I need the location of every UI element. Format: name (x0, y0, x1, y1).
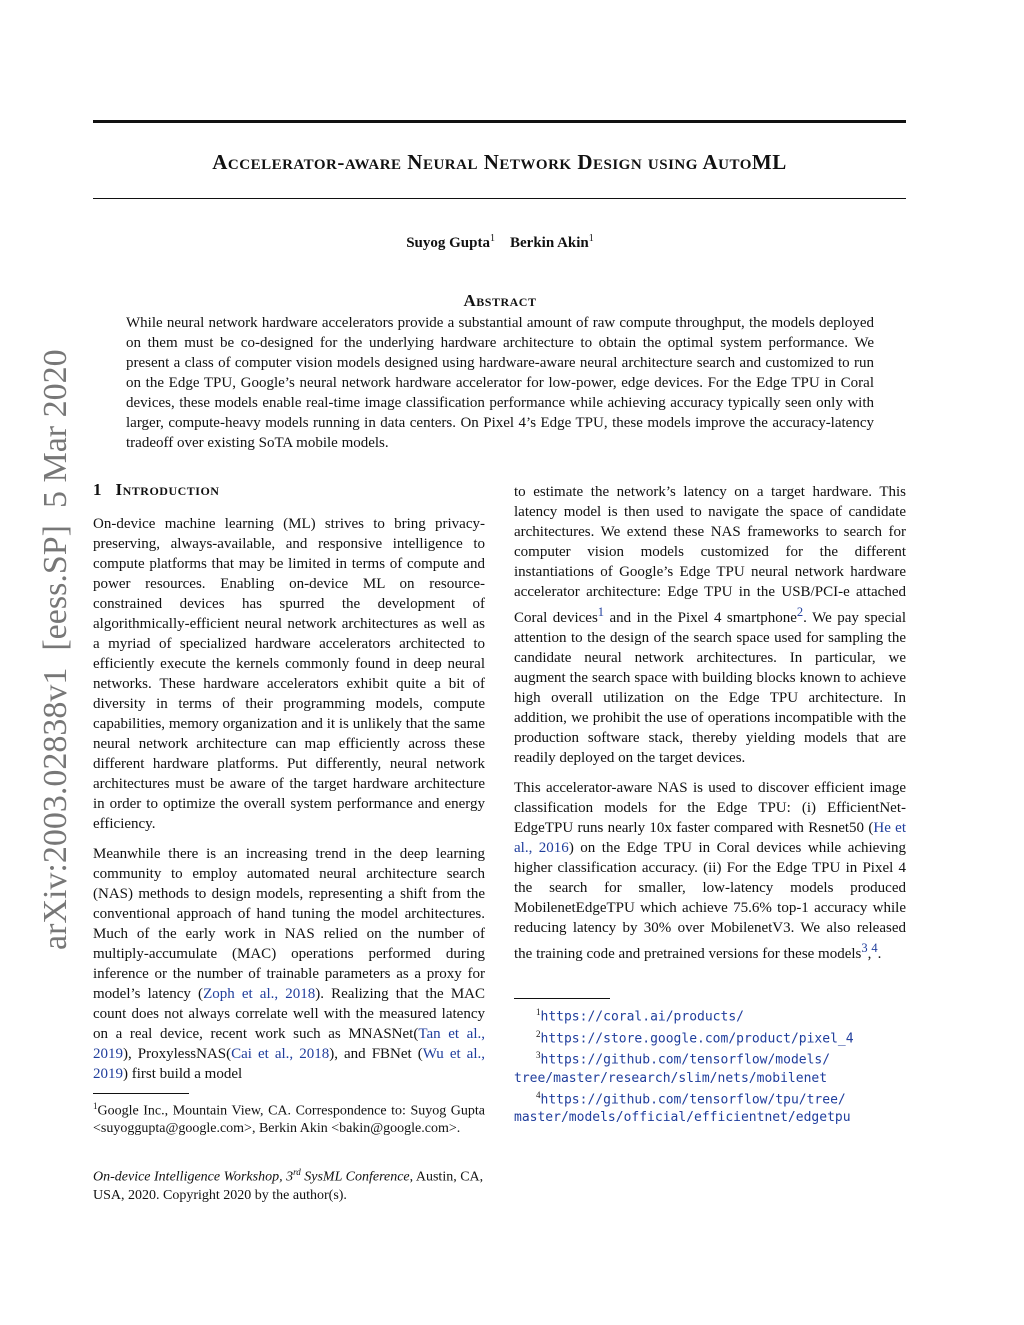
citation-link[interactable]: He et al., 2016 (514, 820, 906, 856)
footnote-item-continued (514, 1108, 914, 1126)
footnote-link[interactable]: 3 (861, 941, 868, 955)
footnote-rule (93, 1093, 189, 1094)
workshop-ordinal: rd (293, 1167, 301, 1177)
author-name: Berkin Akin (510, 235, 589, 251)
citation-link[interactable]: Wu et al., 2019 (93, 1046, 486, 1082)
paragraph-text: ) first build a model (123, 1066, 243, 1082)
author-list (0, 233, 1000, 252)
footnote-url[interactable]: tree/master/research/slim/nets/mobilenet (514, 1070, 828, 1086)
footnote-item-continued (514, 1069, 914, 1087)
intro-paragraph-1: On-device machine learning (ML) strives to bring privacy-preserving, always-available, and responsive intelligence to compute platforms that may be limited in terms of compute and power resources. Enabling on-device ML on resource-constrained devices has spurred the development of algorithmically-efficient neural network architectures as well as a myriad of specialized hardware accelerators architected to efficiently execute the kernels commonly found in deep neural networks. These hardware accelerators exhibit quite a bit of diversity in terms of their programming models, compute capabilities, memory organization and it is unlikely that the same neural network architecture can map efficiently across these different hardware platforms. Put differently, neural network architectures must be aware of the target hardware architecture in order to optimize the overall system performance and energy efficiency. (93, 516, 485, 832)
footnote-url[interactable]: master/models/official/efficientnet/edgetpu (514, 1110, 851, 1125)
footnote-separator: , (867, 946, 872, 962)
url-footnotes (514, 1004, 914, 1126)
footnote-item (514, 1004, 914, 1026)
right-column (514, 482, 906, 974)
affiliation-footnote (93, 1098, 485, 1137)
paragraph-text: Meanwhile there is an increasing trend in the deep learning community to employ automated neural architecture search (NAS) methods to design models, representing a shift from the conventional approach of hand tuning the model architectures. Much of the early work in NAS relied on the number of multiply-accumulate (MAC) operations performed during inference or the number of trainable parameters as a proxy for model’s latency ( (93, 846, 485, 1002)
footnote-number: 4 (536, 1089, 541, 1100)
left-column (93, 514, 485, 1094)
paper-title: Accelerator-aware Neural Network Design using AutoML (212, 150, 787, 174)
footnote-text: Google Inc., Mountain View, CA. Correspondence to: Suyog Gupta <suyoggupta@google.com>, Berkin Akin <bakin@google.com>. (93, 1103, 485, 1136)
footnote-item (514, 1026, 914, 1048)
top-rule (93, 120, 906, 123)
footnote-url[interactable]: https://github.com/tensorflow/models/ (540, 1052, 831, 1068)
author-affil-mark: 1 (588, 233, 594, 244)
arxiv-id: arXiv:2003.02838v1 [eess.SP] 5 Mar 2020 (37, 349, 74, 950)
footnote-link[interactable]: 4 (871, 941, 878, 955)
footnote-number: 3 (536, 1050, 541, 1060)
footnote-item (514, 1087, 914, 1109)
workshop-conference: SysML Conference (300, 1169, 410, 1185)
citation-link[interactable]: Zoph et al., 2018 (203, 986, 316, 1002)
abstract-heading: Abstract (463, 291, 537, 310)
footnote-rule (514, 998, 610, 999)
footnote-link[interactable]: 2 (796, 605, 804, 619)
citation-link[interactable]: Tan et al., 2019 (93, 1026, 485, 1062)
footnote-url[interactable]: https://store.google.com/product/pixel_4 (540, 1031, 854, 1046)
workshop-note (93, 1163, 485, 1205)
footnote-mark: 1 (93, 1101, 98, 1111)
footnote-number: 2 (536, 1028, 541, 1039)
footnote-item (514, 1047, 914, 1069)
title-rule (93, 198, 906, 199)
footnote-link[interactable]: 1 (597, 605, 605, 619)
citation-link[interactable]: Cai et al., 2018 (231, 1046, 330, 1062)
paragraph-text: . We pay special attention to the design of the search space used for sampling the candidate neural network architectures. In particular, we augment the search space with building blocks known to achieve high overall utilization on the Edge TPU architecture. In addition, we prohibit the use of operations incompatible with the production software stack, thereby yielding models that are readily deployed on the target devices. (514, 610, 906, 766)
workshop-copyright: , Austin, CA, USA, 2020. Copyright 2020 by the author(s). (93, 1169, 484, 1203)
paragraph-text: and in the Pixel 4 smartphone (604, 610, 797, 626)
right-paragraph-2 (514, 778, 906, 964)
intro-paragraph-2 (93, 844, 485, 1084)
workshop-venue: On-device Intelligence Workshop, 3 (93, 1169, 294, 1185)
section-title: Introduction (115, 480, 220, 499)
paragraph-text: This accelerator-aware NAS is used to discover efficient image classification models for the Edge TPU: (i) EfficientNet-EdgeTPU runs nearly 10x faster compared with Resnet50 ( (514, 780, 906, 836)
paragraph-text: ), and FBNet ( (329, 1046, 423, 1062)
footnote-number: 1 (536, 1007, 541, 1017)
paragraph-text: ) on the Edge TPU in Coral devices while achieving higher classification accuracy. (ii) For the Edge TPU in Pixel 4 the search for smaller, low-latency models produced MobilenetEdgeTPU which achieve 75.6% top-1 accuracy while reducing latency by 30% over MobilenetV3. We also released the training code and pretrained versions for these models (514, 840, 906, 962)
section-heading (93, 480, 219, 500)
paragraph-text: ). Realizing that the MAC count does not always correlate well with the measured latency on a real device, recent work such as MNASNet( (93, 986, 485, 1042)
section-number: 1 (93, 480, 102, 499)
author-name: Suyog Gupta (406, 235, 490, 251)
right-paragraph-1 (514, 482, 906, 768)
footnote-url[interactable]: https://coral.ai/products/ (540, 1009, 744, 1025)
abstract-text: While neural network hardware accelerators provide a substantial amount of raw compute throughput, the models deployed on them must be co-designed for the underlying hardware architecture to obtain the optimal system performance. We present a class of computer vision models designed using hardware-aware neural architecture search and customized to run on the Edge TPU, Google’s neural network hardware accelerator for low-power, edge devices. For the Edge TPU in Coral devices, these models enable real-time image classification performance while achieving accuracy typically seen only with larger, compute-heavy models running in data centers. On Pixel 4’s Edge TPU, these models improve the accuracy-latency tradeoff over existing SoTA mobile models. (126, 315, 874, 451)
footnote-url[interactable]: https://github.com/tensorflow/tpu/tree/ (540, 1092, 846, 1107)
paragraph-text: . (877, 946, 882, 962)
author-affil-mark: 1 (490, 233, 495, 244)
paragraph-text: ), ProxylessNAS( (123, 1046, 232, 1062)
paragraph-text: to estimate the network’s latency on a target hardware. This latency model is then used to navigate the space of candidate architectures. We extend these NAS frameworks to search for computer vision models customized for the different instantiations of Google’s Edge TPU neural network hardware accelerator architecture: Edge TPU in the USB/PCI-e attached Coral devices (514, 484, 906, 626)
